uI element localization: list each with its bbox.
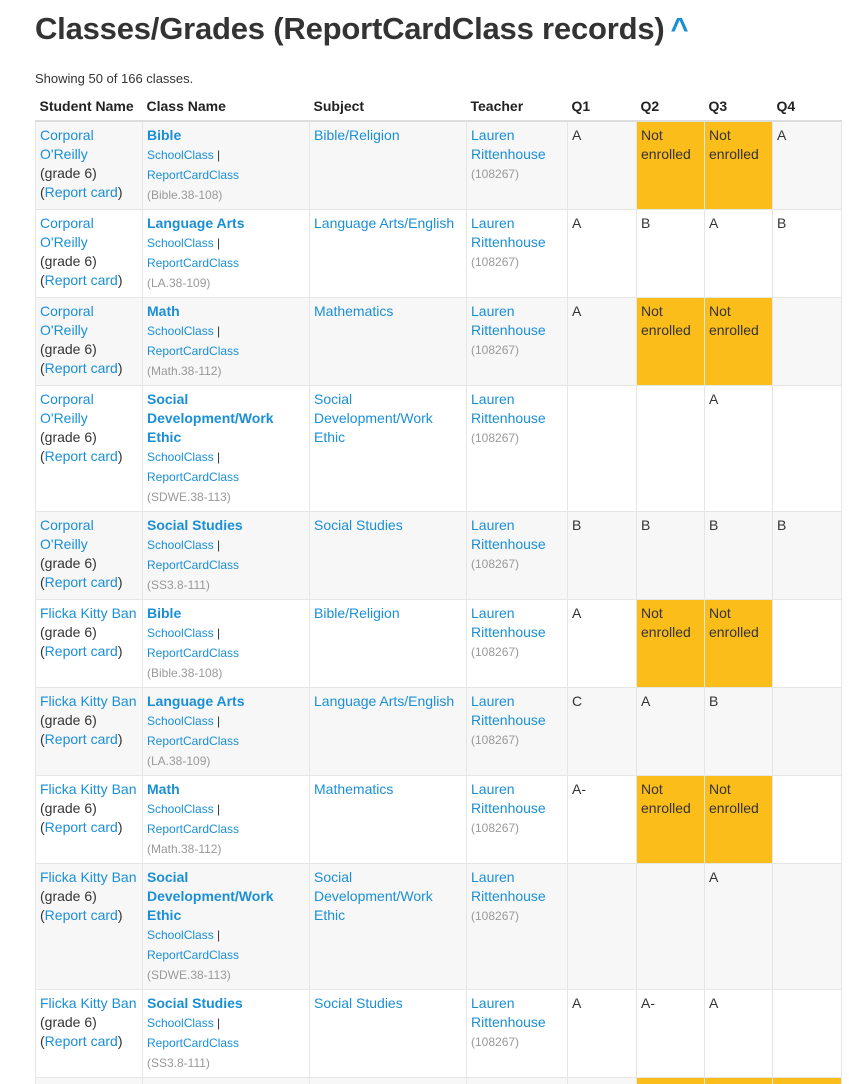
student-name-link[interactable]: Flicka Kitty Ban [40,995,136,1011]
class-cell [143,688,310,776]
grade-cell: A [705,864,773,990]
teacher-cell [467,990,568,1078]
reportcardclass-link[interactable]: ReportCardClass [147,168,239,182]
page-title [35,0,849,46]
reportcardclass-link[interactable]: ReportCardClass [147,646,239,660]
grade-cell [773,864,842,990]
class-cell [143,298,310,386]
student-cell: Flicka Kitty Ban (grade 6) (Report card) [36,600,143,688]
reportcardclass-link[interactable]: ReportCardClass [147,470,239,484]
grade-cell: B [705,688,773,776]
report-card-link[interactable]: Report card [45,643,118,659]
class-code: (SS3.8-111) [147,1056,210,1070]
teacher-cell [467,776,568,864]
subject-cell [310,386,467,512]
class-code: (SDWE.38-113) [147,490,231,504]
subject-cell [310,512,467,600]
grade-cell [773,600,842,688]
page-title-text: Classes/Grades (ReportCardClass records) [35,11,664,46]
teacher-id: (108267) [471,909,519,923]
table-row [36,121,842,210]
grade-not-enrolled: Not enrolled [705,600,773,688]
grade-cell [637,864,705,990]
class-name-link[interactable]: Math [147,781,180,797]
reportcardclass-link[interactable]: ReportCardClass [147,344,239,358]
student-cell: Corporal O'Reilly (grade 6) (Report card) [36,386,143,512]
class-code: (Math.38-112) [147,364,221,378]
schoolclass-link[interactable]: SchoolClass [147,148,214,162]
class-code: (SDWE.38-113) [147,968,231,982]
schoolclass-link[interactable]: SchoolClass [147,626,214,640]
grade-cell: C [568,688,637,776]
table-row [36,990,842,1078]
class-name-link[interactable]: Bible [147,127,181,143]
subject-link[interactable]: Social Studies [314,517,403,533]
report-card-link[interactable]: Report card [45,731,118,747]
teacher-cell [467,864,568,990]
grade-cell: A [705,386,773,512]
student-grade: (grade 6) [40,429,97,445]
grade-cell: B [705,512,773,600]
partial-cell [637,1078,705,1084]
student-grade: (grade 6) [40,341,97,357]
schoolclass-link[interactable]: SchoolClass [147,538,214,552]
col-header: Student Name [36,92,143,121]
student-cell: Flicka Kitty Ban (grade 6) (Report card) [36,864,143,990]
grade-not-enrolled: Not enrolled [637,600,705,688]
teacher-cell [467,600,568,688]
teacher-cell [467,121,568,210]
partial-cell [568,1078,637,1084]
student-grade: (grade 6) [40,712,97,728]
grade-cell: B [637,210,705,298]
grade-not-enrolled: Not enrolled [705,121,773,210]
student-name-link[interactable]: Corporal O'Reilly [40,391,94,426]
table-header-row [36,92,842,121]
student-name-link[interactable]: Corporal O'Reilly [40,303,94,338]
class-name-link[interactable]: Social Studies [147,995,243,1011]
report-card-link[interactable]: Report card [45,907,118,923]
class-name-link[interactable]: Social Development/Work Ethic [147,391,274,445]
class-cell [143,990,310,1078]
student-cell: Corporal O'Reilly (grade 6) (Report card) [36,121,143,210]
student-grade: (grade 6) [40,800,97,816]
grade-cell [773,990,842,1078]
link-separator: | [214,1016,220,1030]
student-name-link[interactable]: Flicka Kitty Ban [40,605,136,621]
subject-link[interactable]: Bible/Religion [314,127,400,143]
student-grade: (grade 6) [40,165,97,181]
subject-link[interactable]: Mathematics [314,303,393,319]
grade-cell [637,386,705,512]
grade-cell: A [568,990,637,1078]
teacher-cell [467,298,568,386]
subject-link[interactable]: Social Development/Work Ethic [314,391,433,445]
link-separator: | [214,626,220,640]
schoolclass-link[interactable]: SchoolClass [147,324,214,338]
report-card-link[interactable]: Report card [45,448,118,464]
reportcardclass-link[interactable]: ReportCardClass [147,1036,239,1050]
col-header: Subject [310,92,467,121]
teacher-link[interactable]: Lauren Rittenhouse [471,869,546,904]
class-cell [143,600,310,688]
teacher-cell [467,512,568,600]
teacher-id: (108267) [471,431,519,445]
grade-cell: A [568,121,637,210]
col-header: Q1 [568,92,637,121]
subject-cell [310,688,467,776]
teacher-link[interactable]: Lauren Rittenhouse [471,517,546,552]
class-code: (LA.38-109) [147,754,210,768]
teacher-id: (108267) [471,1035,519,1049]
col-header: Q4 [773,92,842,121]
class-name-link[interactable]: Language Arts [147,693,245,709]
grade-not-enrolled: Not enrolled [637,121,705,210]
grade-cell [773,688,842,776]
teacher-id: (108267) [471,167,519,181]
class-code: (LA.38-109) [147,276,210,290]
grade-cell: A [705,990,773,1078]
student-grade: (grade 6) [40,624,97,640]
student-name-link[interactable]: Corporal O'Reilly [40,517,94,552]
grade-cell [773,776,842,864]
subject-link[interactable]: Language Arts/English [314,693,454,709]
table-row [36,386,842,512]
class-name-link[interactable]: Bible [147,605,181,621]
table-row [36,688,842,776]
link-separator: | [214,236,220,250]
partial-cell [310,1078,467,1084]
student-grade: (grade 6) [40,888,97,904]
class-cell [143,210,310,298]
subject-link[interactable]: Mathematics [314,781,393,797]
teacher-link[interactable]: Lauren Rittenhouse [471,391,546,426]
partial-cell [36,1078,143,1084]
grade-cell: A [568,298,637,386]
report-card-link[interactable]: Report card [45,272,118,288]
table-row [36,512,842,600]
link-separator: | [214,148,220,162]
grade-cell: B [773,512,842,600]
student-name-link[interactable]: Corporal O'Reilly [40,127,94,162]
partial-cell [467,1078,568,1084]
grade-cell: A [637,688,705,776]
student-name-link[interactable]: Corporal O'Reilly [40,215,94,250]
teacher-id: (108267) [471,733,519,747]
reportcardclass-link[interactable]: ReportCardClass [147,734,239,748]
table-row [36,864,842,990]
col-header: Q3 [705,92,773,121]
student-name-link[interactable]: Flicka Kitty Ban [40,869,136,885]
student-name-link[interactable]: Flicka Kitty Ban [40,781,136,797]
teacher-id: (108267) [471,645,519,659]
subject-link[interactable]: Bible/Religion [314,605,400,621]
report-card-link[interactable]: Report card [45,184,118,200]
teacher-link[interactable]: Lauren Rittenhouse [471,781,546,816]
class-name-link[interactable]: Math [147,303,180,319]
teacher-link[interactable]: Lauren Rittenhouse [471,215,546,250]
grade-cell: A- [568,776,637,864]
teacher-id: (108267) [471,821,519,835]
link-separator: | [214,928,220,942]
table-row [36,776,842,864]
reportcardclass-link[interactable]: ReportCardClass [147,558,239,572]
grade-cell: A [568,600,637,688]
grade-not-enrolled: Not enrolled [637,298,705,386]
student-cell: Corporal O'Reilly (grade 6) (Report card) [36,512,143,600]
class-cell [143,864,310,990]
subject-cell [310,600,467,688]
teacher-cell [467,688,568,776]
grade-cell [568,864,637,990]
student-grade: (grade 6) [40,253,97,269]
reportcardclass-link[interactable]: ReportCardClass [147,256,239,270]
student-cell: Corporal O'Reilly (grade 6) (Report card) [36,210,143,298]
schoolclass-link[interactable]: SchoolClass [147,802,214,816]
schoolclass-link[interactable]: SchoolClass [147,1016,214,1030]
table-row-partial [36,1078,842,1084]
col-header: Teacher [467,92,568,121]
subject-cell [310,990,467,1078]
classes-table [35,92,842,1084]
subject-cell [310,864,467,990]
grade-cell: A [705,210,773,298]
link-separator: | [214,714,220,728]
student-cell: Flicka Kitty Ban (grade 6) (Report card) [36,990,143,1078]
reportcardclass-link[interactable]: ReportCardClass [147,822,239,836]
subject-link[interactable]: Social Studies [314,995,403,1011]
class-code: (Bible.38-108) [147,666,222,680]
link-separator: | [214,802,220,816]
teacher-id: (108267) [471,255,519,269]
teacher-id: (108267) [471,557,519,571]
grade-cell: B [568,512,637,600]
grade-not-enrolled: Not enrolled [705,776,773,864]
schoolclass-link[interactable]: SchoolClass [147,450,214,464]
results-summary: Showing 50 of 166 classes. [35,70,849,88]
link-separator: | [214,538,220,552]
class-name-link[interactable]: Social Development/Work Ethic [147,869,274,923]
class-code: (Bible.38-108) [147,188,222,202]
class-name-link[interactable]: Social Studies [147,517,243,533]
student-cell: Corporal O'Reilly (grade 6) (Report card) [36,298,143,386]
grade-cell: A [568,210,637,298]
teacher-link[interactable]: Lauren Rittenhouse [471,303,546,338]
schoolclass-link[interactable]: SchoolClass [147,714,214,728]
class-cell [143,776,310,864]
grade-cell: B [773,210,842,298]
partial-cell [773,1078,842,1084]
link-separator: | [214,324,220,338]
student-name-link[interactable]: Flicka Kitty Ban [40,693,136,709]
subject-cell [310,210,467,298]
subject-cell [310,298,467,386]
grade-not-enrolled: Not enrolled [705,298,773,386]
teacher-link[interactable]: Lauren Rittenhouse [471,605,546,640]
subject-cell [310,121,467,210]
subject-link[interactable]: Language Arts/English [314,215,454,231]
grade-cell [773,386,842,512]
student-grade: (grade 6) [40,1014,97,1030]
report-card-link[interactable]: Report card [45,1033,118,1049]
teacher-link[interactable]: Lauren Rittenhouse [471,127,546,162]
col-header: Class Name [143,92,310,121]
report-card-link[interactable]: Report card [45,819,118,835]
report-card-link[interactable]: Report card [45,574,118,590]
table-row [36,298,842,386]
student-cell: Flicka Kitty Ban (grade 6) (Report card) [36,688,143,776]
schoolclass-link[interactable]: SchoolClass [147,928,214,942]
table-row [36,210,842,298]
student-cell: Flicka Kitty Ban (grade 6) (Report card) [36,776,143,864]
grade-cell [773,298,842,386]
grade-not-enrolled: Not enrolled [637,776,705,864]
partial-cell [705,1078,773,1084]
link-separator: | [214,450,220,464]
subject-link[interactable]: Social Development/Work Ethic [314,869,433,923]
class-cell [143,512,310,600]
grade-cell: A- [637,990,705,1078]
class-cell [143,386,310,512]
teacher-cell [467,210,568,298]
reportcardclass-link[interactable]: ReportCardClass [147,948,239,962]
grade-cell [568,386,637,512]
class-code: (SS3.8-111) [147,578,210,592]
grade-cell: B [637,512,705,600]
partial-cell [143,1078,310,1084]
table-row [36,600,842,688]
class-name-link[interactable]: Language Arts [147,215,245,231]
student-grade: (grade 6) [40,555,97,571]
teacher-id: (108267) [471,343,519,357]
col-header: Q2 [637,92,705,121]
report-card-link[interactable]: Report card [45,360,118,376]
teacher-link[interactable]: Lauren Rittenhouse [471,693,546,728]
grade-cell: A [773,121,842,210]
subject-cell [310,776,467,864]
schoolclass-link[interactable]: SchoolClass [147,236,214,250]
teacher-link[interactable]: Lauren Rittenhouse [471,995,546,1030]
scroll-top-link[interactable]: ^ [670,11,688,46]
class-code: (Math.38-112) [147,842,221,856]
class-cell [143,121,310,210]
teacher-cell [467,386,568,512]
